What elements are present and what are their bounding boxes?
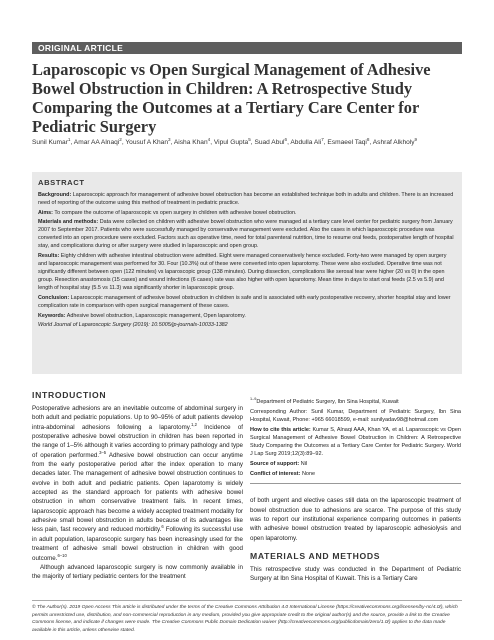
methods-paragraph: This retrospective study was conducted in the Department of Pediatric Surgery at Ibn Sina Hospital of Kuwait. This is a Tertiary Care [250, 566, 461, 583]
article-title: Laparoscopic vs Open Surgical Management of Adhesive Bowel Obstruction in Children: A Retrospective Study Comparing the Outcomes at a Tertiary Care Center for Pediatric Surgery [32, 60, 431, 136]
methods-heading: MATERIALS AND METHODS [250, 551, 381, 562]
abstract-results: Results: Eighty children with adhesive intestinal obstruction were admitted. Eight were managed conservatively hence excluded. Forty-two were managed by open surgery and laparoscopic management was performed for 30. Four (10.3%) out of these were converted into open laparotomy. These were also excluded. Operative time was not significantly different between open (122 minutes) vs laparoscopic group (138 minutes). During dissection, complications like serosal tear were higher (20 vs 0) in the open group. Resection anastomosis (15 cases) and wound infections (6 cases) rate was also higher with open laparotomy. Mean time in days to start oral feeds (2.5 vs 5.9) and length of hospital stay (5.5 vs 11.3) was significantly shorter in laparoscopic group. [38, 253, 447, 292]
author-name: Yousuf A Khan$^3$, [125, 136, 174, 146]
author-name: Sunil Kumar$^1$, [32, 136, 74, 146]
abstract-methods: Materials and methods: Data were collected on children with adhesive bowel obstruction who were managed at a tertiary care level center for pediatric surgery from January 2007 to September 2017. Patients who were successfully managed by conservative management were excluded. Also the cases in which laparoscopic procedure was converted into an open procedure were excluded. Factors such as operative time, need for total parenteral nutrition, time to resume oral feeds, postoperative length of hospital stay, and complications during or after surgery were studied in laparoscopic and open group. [38, 219, 454, 250]
introduction-continued: of both urgent and elective cases still data on the laparoscopic treatment of bowel obstruction due to adhesions are scarce. The purpose of this study was to report our institutional experience comparing outcomes in patients with adhesive bowel obstruction treated by laparoscopic adhesiolysis and open laparotomy. [250, 497, 461, 542]
author-list [32, 138, 462, 148]
corresponding-author: Corresponding Author: Sunil Kumar, Department of Pediatric Surgery, Ibn Sina Hospital, Kuwait, Phone: +965 66018599, e-mail: sunilyadav98@hotmail.com [250, 408, 461, 423]
left-column [32, 390, 243, 582]
abstract-heading: ABSTRACT [38, 178, 85, 187]
author-name: Vipul Gupta$^5$, [213, 136, 255, 146]
affiliation-note [250, 398, 461, 484]
conflict-of-interest: Conflict of interest: None [250, 470, 316, 477]
how-to-cite: How to cite this article: Kumar S, Alnaqi AAA, Khan YA, et al. Laparoscopic vs Open Surgical Management of Adhesive Bowel Obstruction in Children: A Retrospective Study Comparing the Outcomes at a Tertiary Care Center for Pediatric Surgery. World J Lap Surg 2019;12(3):89–92. [250, 426, 461, 458]
author-name: Ashraf Alkholy$^9$ [372, 136, 418, 146]
introduction-heading: INTRODUCTION [32, 390, 107, 400]
abstract-citation: World Journal of Laparoscopic Surgery (2019): 10.5005/jp-journals-10033-1382 [38, 322, 228, 329]
source-of-support: Source of support: Nil [250, 460, 308, 467]
abstract-box [32, 172, 462, 374]
abstract-aims: Aims: To compare the outcome of laparoscopic vs open surgery in children with adhesive bowel obstruction. [38, 209, 297, 216]
author-name: Esmaeel Taqi$^8$, [327, 136, 373, 146]
introduction-paragraph-2: Although advanced laparoscopic surgery is now commonly available in the majority of tertiary pediatric centers for the treatment [32, 563, 243, 581]
author-name: Aisha Khan$^4$, [173, 136, 214, 146]
author-name: Amar AA Alnaqi$^2$, [73, 136, 126, 146]
introduction-paragraph-1: Postoperative adhesions are an inevitable outcome of abdominal surgery in both adult and pediatric populations. Up to 90–95% of adult patients develop intra-abdominal adhesions following a laparotomy.$^{1,2}$ Incidence of postoperative adhesive bowel obstruction in children has been reported in the range of 1–5% although it varies according to primary pathology and type of operation performed.$^{3-5}$ Adhesive bowel obstruction can occur anytime from the early postoperative period after the index operation to many decades later. The management of adhesive bowel obstruction continues to evolve in both adult and pediatric patients. Open laparotomy is widely accepted as the standard approach for patients with adhesive bowel obstruction in whom conservative treatment fails. In recent times, laparoscopic approach has become a widely accepted treatment modality for adhesive small bowel obstruction in adults because of its advantages like less pain, fast recovery and reduced morbidity.$^6$ Following its successful use in adult population, laparoscopic surgery has been increasingly used for the treatment of adhesive small bowel obstruction in children with good outcome.$^{6-10}$ [32, 405, 243, 562]
article-type-badge: ORIGINAL ARTICLE [32, 42, 462, 54]
abstract-keywords: Keywords: Adhesive bowel obstruction, Laparoscopic management, Open laparotomy. [38, 312, 246, 319]
footer-divider [32, 600, 462, 601]
license-footer: © The Author(s). 2019 Open Access This article is distributed under the terms of the Creative Commons Attribution 4.0 International License (https://creativecommons.org/licenses/by-nc/4.0/), which permits unrestricted use, distribution, and non-commercial reproduction in any medium, provided you give appropriate credit to the original author(s) and the source, provide a link to the Creative Commons license, and indicate if changes were made. The Creative Commons Public Domain Dedication waiver (http://creativecommons.org/publicdomain/zero/1.0/) applies to the data made available in this article, unless otherwise stated. [32, 605, 458, 633]
affiliation: $^{1-9}$Department of Pediatric Surgery, Ibn Sina Hospital, Kuwait [250, 397, 399, 405]
right-column [250, 398, 461, 584]
author-name: Suad Abul$^6$, [254, 136, 291, 146]
abstract-background: Background: Laparoscopic approach for management of adhesive bowel obstruction has become an established technique both in adults and children. There is an increased need of reporting of the outcome using this method of treatment in pediatric practice. [38, 192, 454, 207]
author-name: Abdulla Ali$^7$, [290, 136, 328, 146]
abstract-conclusion: Conclusion: Laparoscopic management of adhesive bowel obstruction in children is safe and is associated with early postoperative recovery, shorter hospital stay and lower complication rate in comparison with open surgical management of these cases. [38, 294, 451, 309]
